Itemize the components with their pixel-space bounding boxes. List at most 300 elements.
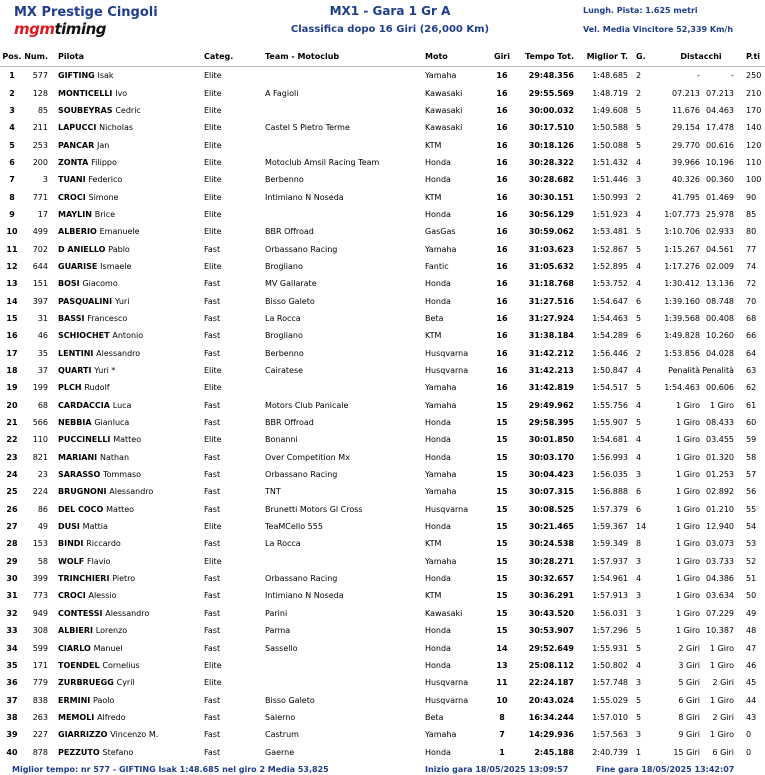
cell-miglior: 1:59.349 bbox=[592, 539, 628, 549]
cell-num: 110 bbox=[32, 435, 48, 445]
cell-distacco-prec: 00.606 bbox=[706, 383, 735, 393]
col-giri: Giri bbox=[485, 47, 519, 67]
cell-pos: 7 bbox=[9, 175, 15, 185]
cell-tempo: 30:18.126 bbox=[528, 140, 574, 150]
col-miglior: Miglior T. bbox=[578, 47, 630, 67]
cell-giri: 16 bbox=[496, 192, 508, 202]
cell-moto: Yamaha bbox=[425, 244, 457, 254]
rider-firstname: Manuel bbox=[93, 643, 123, 653]
rider-lastname: BRUGNONI bbox=[58, 487, 107, 497]
cell-moto: Husqvarna bbox=[425, 504, 469, 514]
rider-firstname: Luca bbox=[112, 400, 132, 410]
cell-distacco-primo: 1:39.160 bbox=[664, 296, 700, 306]
cell-pilota bbox=[54, 501, 204, 518]
cell-pos: 22 bbox=[6, 435, 18, 445]
cell-g: 3 bbox=[636, 591, 642, 601]
cell-pos: 21 bbox=[6, 418, 18, 428]
cell-punti: 44 bbox=[746, 695, 757, 705]
cell-miglior: 1:51.446 bbox=[592, 175, 628, 185]
cell-moto: Yamaha bbox=[425, 400, 457, 410]
cell-g: 4 bbox=[636, 157, 642, 167]
cell-categ: Elite bbox=[204, 435, 222, 445]
cell-giri: 16 bbox=[496, 175, 508, 185]
cell-distacco-prec: 2 Giri bbox=[712, 712, 735, 722]
col-num: Num. bbox=[24, 47, 54, 67]
cell-categ: Fast bbox=[204, 539, 221, 549]
rider-firstname: Yuri * bbox=[94, 366, 116, 376]
cell-miglior: 1:51.432 bbox=[592, 157, 628, 167]
cell-tempo: 30:53.907 bbox=[528, 626, 574, 636]
rider-lastname: CROCI bbox=[58, 192, 86, 202]
cell-num: 17 bbox=[37, 209, 48, 219]
cell-tempo: 30:08.525 bbox=[528, 504, 574, 514]
cell-miglior: 1:56.993 bbox=[592, 452, 628, 462]
rider-lastname: CONTESSI bbox=[58, 608, 103, 618]
cell-tempo: 30:03.170 bbox=[528, 452, 574, 462]
cell-num: 263 bbox=[32, 712, 48, 722]
table-row bbox=[0, 535, 765, 552]
cell-pos: 35 bbox=[6, 660, 18, 670]
cell-moto: Honda bbox=[425, 643, 451, 653]
cell-punti: 61 bbox=[746, 400, 757, 410]
cell-moto: Fantic bbox=[425, 261, 449, 271]
table-row bbox=[0, 240, 765, 257]
cell-distacco-prec: 04.386 bbox=[706, 574, 735, 584]
cell-pos: 18 bbox=[6, 366, 18, 376]
cell-moto: Honda bbox=[425, 279, 451, 289]
cell-giri: 15 bbox=[496, 418, 508, 428]
cell-num: 46 bbox=[37, 331, 48, 341]
cell-pilota bbox=[54, 709, 204, 726]
rider-firstname: Filippo bbox=[91, 157, 117, 167]
cell-tempo: 30:00.032 bbox=[528, 105, 574, 115]
cell-team: Intimiano N Noseda bbox=[265, 192, 344, 202]
cell-giri: 16 bbox=[496, 71, 508, 81]
cell-distacco-prec: 13.136 bbox=[706, 279, 735, 289]
race-end-footer: Fine gara 18/05/2025 13:42:07 bbox=[596, 765, 735, 774]
col-moto: Moto bbox=[425, 47, 485, 67]
cell-team: Bonanni bbox=[265, 435, 298, 445]
cell-team bbox=[265, 674, 425, 691]
cell-distacco-prec: 03.733 bbox=[706, 556, 735, 566]
cell-moto: KTM bbox=[425, 331, 442, 341]
cell-g: 3 bbox=[636, 470, 642, 480]
table-row bbox=[0, 327, 765, 344]
cell-pos: 6 bbox=[9, 157, 15, 167]
cell-distacco-primo: 8 Giri bbox=[678, 712, 700, 722]
cell-tempo: 30:07.315 bbox=[528, 487, 574, 497]
cell-categ: Elite bbox=[204, 209, 222, 219]
cell-team: BBR Offroad bbox=[265, 227, 314, 237]
cell-giri: 1 bbox=[499, 747, 505, 757]
cell-tempo: 29:49.962 bbox=[528, 400, 574, 410]
cell-miglior: 1:57.379 bbox=[592, 504, 628, 514]
cell-pos: 11 bbox=[6, 244, 18, 254]
cell-giri: 16 bbox=[496, 296, 508, 306]
cell-pos: 25 bbox=[6, 487, 18, 497]
cell-giri: 15 bbox=[496, 435, 508, 445]
rider-lastname: BASSI bbox=[58, 313, 85, 323]
cell-distacco-primo: Penalità bbox=[668, 366, 700, 376]
cell-giri: 16 bbox=[496, 227, 508, 237]
cell-miglior: 1:53.481 bbox=[592, 227, 628, 237]
cell-team: BBR Offroad bbox=[265, 418, 314, 428]
cell-miglior: 1:55.029 bbox=[592, 695, 628, 705]
rider-lastname: GIFTING bbox=[58, 71, 95, 81]
cell-g: 4 bbox=[636, 279, 642, 289]
cell-miglior: 1:55.931 bbox=[592, 643, 628, 653]
cell-tempo: 29:55.569 bbox=[528, 88, 574, 98]
table-row bbox=[0, 379, 765, 396]
cell-team: Gaerne bbox=[265, 747, 295, 757]
rider-lastname: LAPUCCI bbox=[58, 123, 97, 133]
cell-team bbox=[265, 102, 425, 119]
table-row bbox=[0, 639, 765, 656]
cell-pilota bbox=[54, 397, 204, 414]
table-row bbox=[0, 223, 765, 240]
cell-team: Berbenno bbox=[265, 348, 304, 358]
cell-g: 4 bbox=[636, 400, 642, 410]
cell-categ: Elite bbox=[204, 140, 222, 150]
cell-num: 644 bbox=[32, 261, 48, 271]
cell-distacco-primo: 1:54.463 bbox=[664, 383, 700, 393]
cell-pilota bbox=[54, 431, 204, 448]
cell-categ: Fast bbox=[204, 279, 221, 289]
rider-firstname: Pablo bbox=[108, 244, 130, 254]
cell-miglior: 1:50.802 bbox=[592, 660, 628, 670]
table-row bbox=[0, 587, 765, 604]
cell-pos: 5 bbox=[9, 140, 15, 150]
cell-giri: 15 bbox=[496, 487, 508, 497]
rider-lastname: ZONTA bbox=[58, 157, 89, 167]
cell-distacco-primo: 9 Giri bbox=[678, 730, 700, 740]
cell-num: 68 bbox=[37, 400, 48, 410]
cell-giri: 15 bbox=[496, 470, 508, 480]
cell-punti: 64 bbox=[746, 348, 757, 358]
cell-pos: 9 bbox=[9, 209, 15, 219]
cell-pos: 26 bbox=[6, 504, 18, 514]
cell-categ: Fast bbox=[204, 400, 221, 410]
col-pti: P.ti bbox=[742, 47, 765, 67]
cell-distacco-prec: 07.229 bbox=[706, 608, 735, 618]
cell-distacco-primo: 1 Giro bbox=[675, 626, 700, 636]
table-row bbox=[0, 570, 765, 587]
cell-miglior: 1:55.756 bbox=[592, 400, 628, 410]
cell-num: 58 bbox=[37, 556, 48, 566]
rider-lastname: QUARTI bbox=[58, 366, 92, 376]
mgmtiming-logo: mgmtiming bbox=[14, 20, 106, 38]
cell-miglior: 1:50.847 bbox=[592, 366, 628, 376]
cell-giri: 11 bbox=[496, 678, 508, 688]
cell-categ: Fast bbox=[204, 747, 221, 757]
rider-firstname: Nathan bbox=[99, 452, 130, 462]
cell-categ: Elite bbox=[204, 678, 222, 688]
cell-giri: 16 bbox=[496, 383, 508, 393]
cell-distacco-prec: 10.260 bbox=[706, 331, 735, 341]
rider-firstname: Alessandro bbox=[105, 608, 150, 618]
table-row bbox=[0, 362, 765, 379]
rider-lastname: BINDI bbox=[58, 539, 84, 549]
rider-firstname: Vincenzo M. bbox=[110, 730, 159, 740]
cell-punti: 0 bbox=[746, 730, 752, 740]
cell-categ: Fast bbox=[204, 244, 221, 254]
cell-g: 2 bbox=[636, 192, 642, 202]
rider-lastname: ALBERIO bbox=[58, 227, 97, 237]
cell-punti: 68 bbox=[746, 313, 757, 323]
cell-pilota bbox=[54, 102, 204, 119]
rider-firstname: Riccardo bbox=[86, 539, 121, 549]
table-row bbox=[0, 605, 765, 622]
cell-moto: Honda bbox=[425, 157, 451, 167]
cell-distacco-prec: 08.433 bbox=[706, 418, 735, 428]
cell-tempo: 30:24.538 bbox=[528, 539, 574, 549]
cell-distacco-primo: 1 Giro bbox=[675, 504, 700, 514]
cell-pilota bbox=[54, 171, 204, 188]
cell-giri: 15 bbox=[496, 626, 508, 636]
cell-pilota bbox=[54, 743, 204, 760]
cell-categ: Elite bbox=[204, 261, 222, 271]
cell-punti: 250 bbox=[746, 71, 762, 81]
cell-num: 151 bbox=[32, 279, 48, 289]
rider-firstname: Giacomo bbox=[82, 279, 118, 289]
cell-giri: 13 bbox=[496, 660, 508, 670]
rider-lastname: BOSI bbox=[58, 279, 80, 289]
cell-num: 86 bbox=[37, 504, 48, 514]
cell-team: MV Gallarate bbox=[265, 279, 317, 289]
cell-g: 4 bbox=[636, 574, 642, 584]
cell-tempo: 31:27.516 bbox=[528, 296, 574, 306]
cell-distacco-primo: 29.154 bbox=[672, 123, 700, 133]
cell-distacco-prec: 04.463 bbox=[706, 105, 735, 115]
cell-pos: 2 bbox=[9, 88, 15, 98]
col-team: Team - Motoclub bbox=[265, 47, 425, 67]
cell-distacco-prec: 01.320 bbox=[706, 452, 735, 462]
cell-pos: 40 bbox=[6, 747, 18, 757]
cell-giri: 15 bbox=[496, 522, 508, 532]
cell-moto: Yamaha bbox=[425, 487, 457, 497]
cell-moto: Beta bbox=[425, 313, 444, 323]
cell-distacco-primo: 1:30.412 bbox=[664, 279, 700, 289]
cell-distacco-primo: 1:49.828 bbox=[664, 331, 700, 341]
cell-team: Bisso Galeto bbox=[265, 296, 315, 306]
cell-g: 1 bbox=[636, 747, 642, 757]
rider-firstname: Pietro bbox=[112, 574, 136, 584]
cell-distacco-primo: 1 Giro bbox=[675, 487, 700, 497]
rider-firstname: Flavio bbox=[86, 556, 111, 566]
table-row bbox=[0, 431, 765, 448]
rider-firstname: Ivo bbox=[115, 88, 128, 98]
col-g: G. bbox=[630, 47, 660, 67]
cell-g: 4 bbox=[636, 452, 642, 462]
cell-tempo: 30:43.520 bbox=[528, 608, 574, 618]
rider-lastname: MAYLIN bbox=[58, 209, 92, 219]
cell-team: Orbassano Racing bbox=[265, 244, 338, 254]
cell-distacco-primo: 1 Giro bbox=[675, 452, 700, 462]
cell-punti: 72 bbox=[746, 279, 757, 289]
cell-tempo: 29:58.395 bbox=[528, 418, 574, 428]
cell-team: Brunetti Motors Gl Cross bbox=[265, 504, 363, 514]
rider-firstname: Jan bbox=[97, 140, 110, 150]
cell-moto: Yamaha bbox=[425, 470, 457, 480]
table-row bbox=[0, 84, 765, 101]
rider-firstname: Emanuele bbox=[99, 227, 140, 237]
cell-miglior: 1:54.681 bbox=[592, 435, 628, 445]
cell-pilota bbox=[54, 345, 204, 362]
cell-miglior: 1:57.563 bbox=[592, 730, 628, 740]
cell-distacco-prec: 03.073 bbox=[706, 539, 735, 549]
rider-firstname: Francesco bbox=[87, 313, 128, 323]
cell-g: 2 bbox=[636, 88, 642, 98]
cell-moto: Yamaha bbox=[425, 383, 457, 393]
cell-distacco-prec: 00.408 bbox=[706, 313, 735, 323]
cell-punti: 80 bbox=[746, 227, 757, 237]
cell-punti: 57 bbox=[746, 470, 757, 480]
cell-pos: 14 bbox=[6, 296, 18, 306]
cell-num: 253 bbox=[32, 140, 48, 150]
cell-pilota bbox=[54, 605, 204, 622]
cell-distacco-prec: 1 Giro bbox=[709, 400, 735, 410]
cell-miglior: 1:57.748 bbox=[592, 678, 628, 688]
rider-firstname: Stefano bbox=[102, 747, 134, 757]
cell-distacco-prec: 02.892 bbox=[706, 487, 735, 497]
cell-moto: Honda bbox=[425, 574, 451, 584]
cell-punti: 47 bbox=[746, 643, 757, 653]
cell-team: Castrum bbox=[265, 730, 299, 740]
rider-lastname: TRINCHIERI bbox=[58, 574, 110, 584]
cell-pilota bbox=[54, 639, 204, 656]
cell-tempo: 30:04.423 bbox=[528, 470, 574, 480]
cell-g: 3 bbox=[636, 175, 642, 185]
cell-giri: 16 bbox=[496, 244, 508, 254]
cell-pilota bbox=[54, 362, 204, 379]
cell-moto: Honda bbox=[425, 660, 451, 670]
cell-pilota bbox=[54, 67, 204, 85]
cell-moto: Yamaha bbox=[425, 556, 457, 566]
cell-team: Parini bbox=[265, 608, 288, 618]
cell-g: 6 bbox=[636, 487, 642, 497]
race-subtitle: Classifica dopo 16 Giri (26,000 Km) bbox=[290, 24, 490, 35]
cell-distacco-primo: 1 Giro bbox=[675, 539, 700, 549]
cell-num: 308 bbox=[32, 626, 48, 636]
rider-firstname: Cedric bbox=[115, 105, 141, 115]
cell-distacco-prec: 07.213 bbox=[706, 88, 735, 98]
cell-moto: Kawasaki bbox=[425, 88, 463, 98]
cell-distacco-prec: 25.978 bbox=[706, 209, 735, 219]
cell-pilota bbox=[54, 258, 204, 275]
cell-pilota bbox=[54, 691, 204, 708]
cell-categ: Fast bbox=[204, 487, 221, 497]
cell-num: 85 bbox=[37, 105, 48, 115]
cell-moto: Yamaha bbox=[425, 71, 457, 81]
cell-pos: 23 bbox=[6, 452, 18, 462]
cell-miglior: 1:57.937 bbox=[592, 556, 628, 566]
cell-distacco-primo: 15 Giri bbox=[673, 747, 700, 757]
cell-categ: Elite bbox=[204, 71, 222, 81]
cell-distacco-primo: 1:39.568 bbox=[664, 313, 700, 323]
cell-g: 5 bbox=[636, 695, 642, 705]
table-row bbox=[0, 154, 765, 171]
cell-miglior: 1:56.888 bbox=[592, 487, 628, 497]
cell-miglior: 1:57.296 bbox=[592, 626, 628, 636]
cell-g: 4 bbox=[636, 209, 642, 219]
cell-g: 3 bbox=[636, 730, 642, 740]
rider-lastname: PANCAR bbox=[58, 140, 95, 150]
cell-team: Bisso Galeto bbox=[265, 695, 315, 705]
rider-firstname: Federico bbox=[88, 175, 123, 185]
table-row bbox=[0, 397, 765, 414]
cell-moto: Kawasaki bbox=[425, 608, 463, 618]
cell-pos: 28 bbox=[6, 539, 18, 549]
cell-moto: Honda bbox=[425, 435, 451, 445]
cell-distacco-primo: 1 Giro bbox=[675, 522, 700, 532]
cell-giri: 15 bbox=[496, 591, 508, 601]
cell-team: Orbassano Racing bbox=[265, 574, 338, 584]
cell-categ: Fast bbox=[204, 313, 221, 323]
cell-moto: Husqvarna bbox=[425, 348, 469, 358]
rider-firstname: Alessandro bbox=[96, 348, 141, 358]
cell-giri: 10 bbox=[496, 695, 508, 705]
rider-firstname: Cornelius bbox=[102, 660, 140, 670]
rider-firstname: Nicholas bbox=[99, 123, 134, 133]
cell-g: 5 bbox=[636, 383, 642, 393]
cell-miglior: 1:55.907 bbox=[592, 418, 628, 428]
rider-lastname: WOLF bbox=[58, 556, 85, 566]
cell-distacco-primo: 1:53.856 bbox=[664, 348, 700, 358]
cell-team bbox=[265, 657, 425, 674]
winner-avg-speed: Vel. Media Vincitore 52,339 Km/h bbox=[583, 25, 734, 34]
cell-moto: GasGas bbox=[425, 227, 456, 237]
cell-g: 2 bbox=[636, 348, 642, 358]
cell-num: 49 bbox=[37, 522, 48, 532]
rider-firstname: Matteo bbox=[106, 504, 135, 514]
cell-tempo: 25:08.112 bbox=[528, 660, 574, 670]
cell-team: Salerno bbox=[265, 712, 296, 722]
cell-pos: 15 bbox=[6, 313, 18, 323]
cell-distacco-prec: 1 Giro bbox=[709, 643, 735, 653]
track-length: Lungh. Pista: 1.625 metri bbox=[583, 6, 698, 15]
rider-lastname: MEMOLI bbox=[58, 712, 95, 722]
cell-categ: Elite bbox=[204, 383, 222, 393]
rider-firstname: Antonio bbox=[112, 331, 144, 341]
table-row bbox=[0, 726, 765, 743]
rider-lastname: PASQUALINI bbox=[58, 296, 113, 306]
cell-g: 14 bbox=[636, 522, 647, 532]
table-row bbox=[0, 258, 765, 275]
table-row bbox=[0, 310, 765, 327]
cell-punti: 66 bbox=[746, 331, 757, 341]
cell-categ: Elite bbox=[204, 105, 222, 115]
cell-moto: KTM bbox=[425, 539, 442, 549]
cell-distacco-primo: 39.966 bbox=[672, 157, 700, 167]
cell-miglior: 1:48.685 bbox=[592, 71, 628, 81]
cell-distacco-primo: 5 Giri bbox=[678, 678, 700, 688]
cell-punti: 0 bbox=[746, 747, 752, 757]
cell-giri: 16 bbox=[496, 88, 508, 98]
cell-categ: Fast bbox=[204, 695, 221, 705]
cell-moto: Honda bbox=[425, 452, 451, 462]
cell-team: Castel S Pietro Terme bbox=[265, 123, 350, 133]
cell-giri: 15 bbox=[496, 574, 508, 584]
cell-miglior: 1:50.088 bbox=[592, 140, 628, 150]
cell-pos: 10 bbox=[6, 227, 18, 237]
cell-team: Berbenno bbox=[265, 175, 304, 185]
cell-miglior: 1:50.588 bbox=[592, 123, 628, 133]
cell-pilota bbox=[54, 240, 204, 257]
cell-moto: Honda bbox=[425, 522, 451, 532]
cell-tempo: 30:21.465 bbox=[528, 522, 574, 532]
cell-distacco-primo: 1:15.267 bbox=[664, 244, 700, 254]
cell-tempo: 31:42.213 bbox=[528, 366, 574, 376]
